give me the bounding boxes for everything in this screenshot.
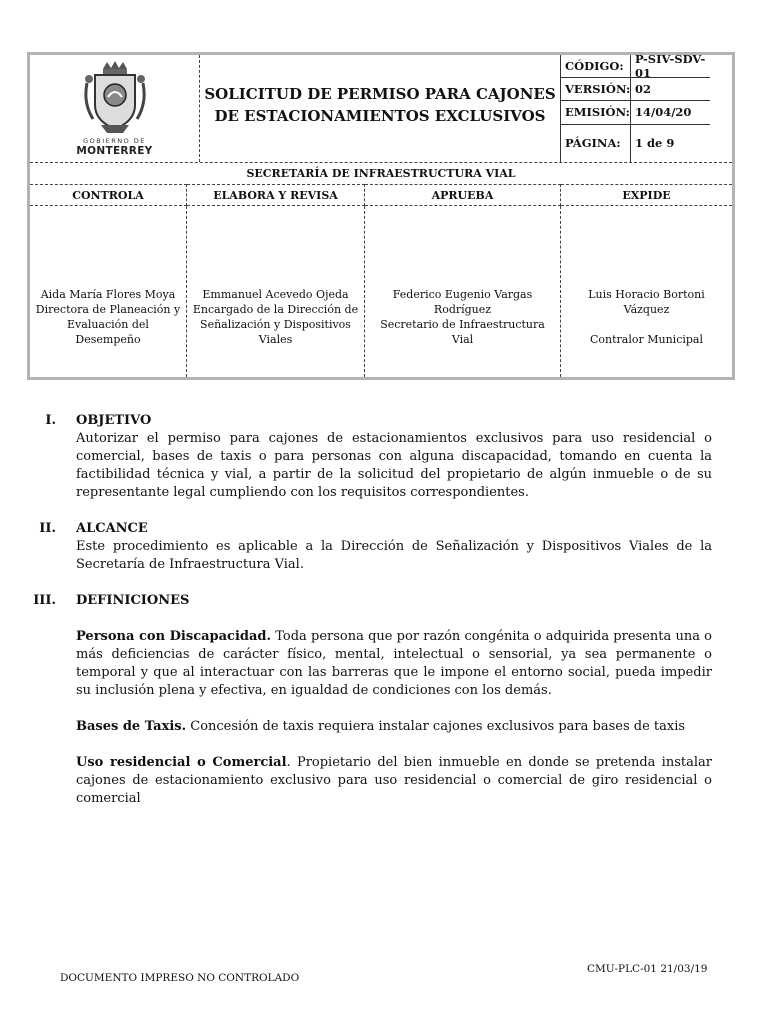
document-title (200, 55, 560, 162)
coat-of-arms-icon (83, 59, 147, 135)
section-definiciones-title (33, 592, 712, 610)
definition-text: Concesión de taxis requiera instalar cajones exclusivos para bases de taxis (186, 719, 686, 734)
title-line1: SOLICITUD DE PERMISO PARA CAJONES (204, 85, 556, 103)
section-number: III. (33, 593, 56, 608)
signer-role: Contralor Municipal (589, 333, 703, 346)
meta-codigo-value: P-SIV-SDV-01 (635, 52, 706, 80)
meta-emision-value: 14/04/20 (635, 105, 692, 119)
meta-emision-key: EMISIÓN: (565, 105, 630, 119)
section-number: I. (45, 413, 56, 428)
logo-line1: GOBIERNO DE (83, 137, 146, 145)
signer-aprueba (365, 206, 561, 377)
document-body (33, 412, 712, 808)
signer-role: Encargado de la Dirección de Señalización y Dispositivos Viales (192, 303, 359, 346)
signer-role: Directora de Planeación y Evaluación del Desempeño (35, 303, 181, 346)
definition-uso (48, 754, 712, 808)
signer-elabora (187, 206, 365, 377)
meta-version-key: VERSIÓN: (565, 81, 631, 96)
footer-uncontrolled: DOCUMENTO IMPRESO NO CONTROLADO (60, 972, 300, 984)
section-alcance-title (39, 520, 712, 538)
definition-term: Persona con Discapacidad. (76, 629, 272, 644)
signer-name: Luis Horacio Bortoni Vázquez (588, 288, 705, 316)
col-header-elabora: ELABORA Y REVISA (187, 184, 365, 206)
footer-code: CMU-PLC-01 21/03/19 (587, 963, 708, 975)
col-header-controla: CONTROLA (30, 184, 187, 206)
signer-controla (30, 206, 187, 377)
signer-expide (561, 206, 732, 377)
col-header-expide: EXPIDE (561, 184, 732, 206)
meta-pagina-value: 1 de 9 (635, 136, 675, 150)
secretaria-label: SECRETARÍA DE INFRAESTRUCTURA VIAL (30, 162, 732, 184)
meta-pagina-key: PÁGINA: (565, 136, 621, 150)
definition-taxis (48, 718, 712, 736)
section-objetivo-body: Autorizar el permiso para cajones de estacionamientos exclusivos para uso residencial o comercial, bases de taxis o para personas con alguna discapacidad, tomando en cuenta la factibilidad técnica y vial, a partir de la solicitud del propietario de algún inmueble o de su representante legal cumpliendo con los requisitos correspondientes. (76, 431, 712, 500)
meta-codigo-key: CÓDIGO: (565, 59, 624, 73)
signer-name: Aida María Flores Moya (40, 288, 176, 301)
col-header-aprueba: APRUEBA (365, 184, 561, 206)
signer-name: Federico Eugenio Vargas Rodríguez (392, 288, 533, 316)
definition-text: . Propietario del bien inmueble en donde se pretenda instalar cajones de estacionamiento exclusivo para uso residencial o comercial de giro residencial o comercial (76, 755, 712, 806)
definition-text: Toda persona que por razón congénita o adquirida presenta una o más deficiencias de carácter físico, mental, intelectual o sensorial, ya sea permanente o temporal y que al interactuar con las barreras que le impone el entorno social, pueda impedir su inclusión plena y efectiva, en igualdad de condiciones con los demás. (76, 629, 712, 698)
definition-discapacidad (48, 628, 712, 700)
section-heading: ALCANCE (76, 521, 148, 536)
signer-role: Secretario de Infraestructura Vial (380, 318, 545, 346)
header-table (27, 52, 735, 380)
definition-term: Bases de Taxis. (76, 719, 187, 734)
section-number: II. (39, 521, 56, 536)
section-objetivo-title (45, 412, 712, 430)
section-heading: OBJETIVO (76, 413, 152, 428)
title-line2: DE ESTACIONAMIENTOS EXCLUSIVOS (214, 107, 546, 125)
section-heading: DEFINICIONES (76, 593, 190, 608)
meta-version-value: 02 (635, 81, 652, 96)
logo (30, 55, 200, 162)
logo-line2: MONTERREY (76, 145, 153, 157)
section-alcance-body: Este procedimiento es aplicable a la Dirección de Señalización y Dispositivos Viales de la Secretaría de Infraestructura Vial. (76, 539, 712, 572)
signer-name: Emmanuel Acevedo Ojeda (202, 288, 349, 301)
definition-term: Uso residencial o Comercial (76, 755, 287, 770)
